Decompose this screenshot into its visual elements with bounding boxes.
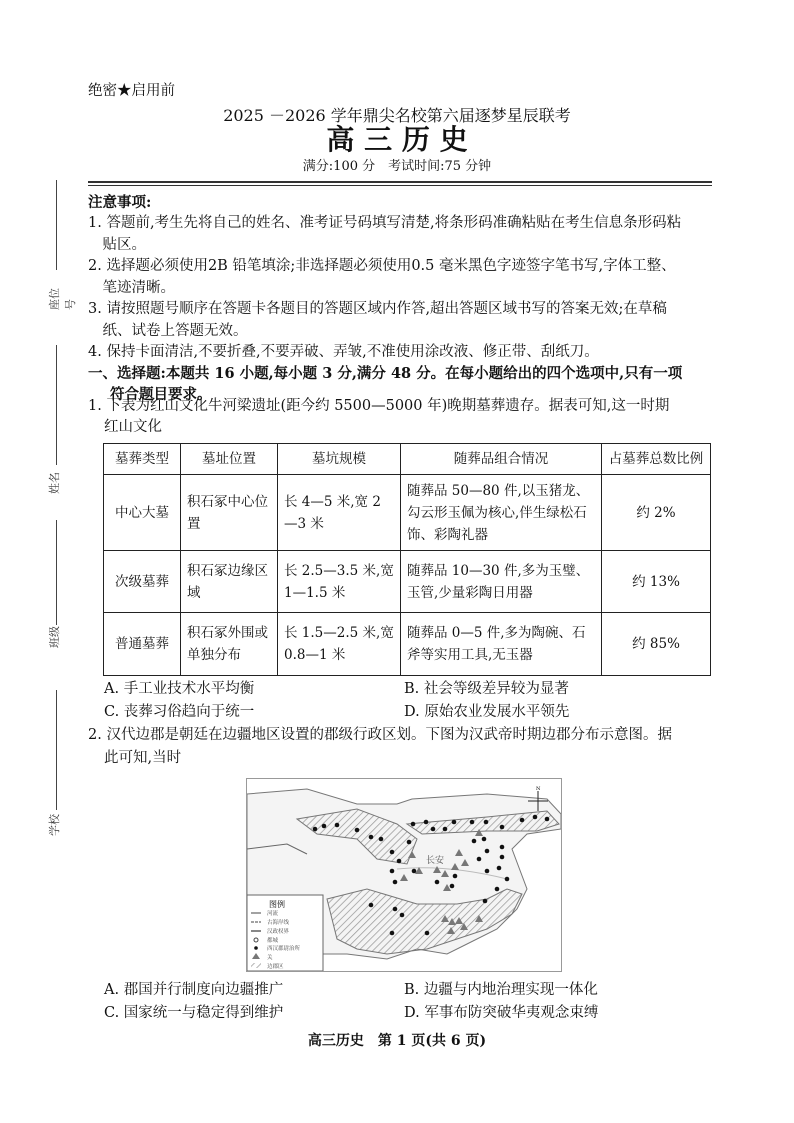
notice-item: 1. 答题前,考生先将自己的姓名、准考证号码填写清楚,将条形码准确粘贴在考生信息条形码粘: [88, 215, 682, 231]
svg-text:古海岸线: 古海岸线: [267, 920, 290, 926]
q1-option-a: A. 手工业技术水平均衡: [104, 681, 255, 697]
svg-text:关: 关: [267, 955, 273, 961]
q2-option-c: C. 国家统一与稳定得到维护: [104, 1005, 284, 1021]
table-row: 中心大墓 积石冢中心位置 长 4—5 米,宽 2—3 米 随葬品 50—80 件,以玉猪龙、勾云形玉佩为核心,伴生绿松石饰、彩陶礼器 约 2%: [104, 475, 711, 551]
svg-text:河流: 河流: [267, 911, 279, 917]
table-header: 占墓葬总数比例: [602, 444, 711, 475]
han-border-commandery-map: [246, 778, 562, 972]
capital-label: 长安: [426, 856, 445, 866]
svg-text:汉政权界: 汉政权界: [267, 929, 290, 935]
table-header: 随葬品组合情况: [401, 444, 602, 475]
section-heading-cont: 符合题目要求。: [110, 386, 212, 403]
burial-table: [103, 443, 711, 676]
notice-item: 4. 保持卡面清洁,不要折叠,不要弄破、弄皱,不准使用涂改液、修正带、刮纸刀。: [88, 344, 599, 360]
svg-text:边郡区: 边郡区: [267, 964, 284, 970]
exam-meta: 满分:100 分 考试时间:75 分钟: [302, 159, 492, 174]
exam-series-title: 2025 －2026 学年鼎尖名校第六届逐梦星辰联考: [223, 106, 571, 125]
svg-text:N: N: [536, 786, 541, 792]
q1-option-c: C. 丧葬习俗趋向于统一: [104, 704, 255, 720]
section-heading: 一、选择题:本题共 16 小题,每小题 3 分,满分 48 分。在每小题给出的四个选项中,只有一项: [88, 365, 683, 382]
notice-item: 笔迹清晰。: [88, 279, 175, 296]
table-row: 普通墓葬 积石冢外围或单独分布 长 1.5—2.5 米,宽 0.8—1 米 随葬品 0—5 件,多为陶碗、石斧等实用工具,无玉器 约 85%: [104, 613, 711, 676]
q2-option-a: A. 郡国并行制度向边疆推广: [104, 982, 284, 998]
table-header: 墓址位置: [181, 444, 278, 475]
name-label: 姓名: [48, 472, 61, 494]
notice-item: 贴区。: [88, 236, 146, 253]
q2-stem-cont: 此可知,当时: [104, 750, 182, 766]
q2-option-b: B. 边疆与内地治理实现一体化: [404, 982, 598, 998]
svg-text:西汉郡尉治所: 西汉郡尉治所: [267, 946, 301, 952]
table-header-row: [104, 444, 711, 475]
table-header: 墓坑规模: [278, 444, 401, 475]
q1-option-d: D. 原始农业发展水平领先: [404, 704, 570, 720]
secret-mark: 绝密★启用前: [88, 83, 175, 99]
divider: [88, 181, 712, 183]
notice-heading: 注意事项:: [88, 194, 152, 211]
svg-text:图例: 图例: [269, 900, 285, 909]
q1-option-b: B. 社会等级差异较为显著: [404, 681, 569, 697]
q2-stem: 2. 汉代边郡是朝廷在边疆地区设置的郡级行政区划。下图为汉武帝时期边郡分布示意图。据: [88, 727, 672, 743]
q1-stem-cont: 红山文化: [104, 419, 162, 435]
svg-text:都城: 都城: [267, 938, 279, 944]
q1-stem: 1. 下表为红山文化牛河梁遗址(距今约 5500—5000 年)晚期墓葬遗存。据表可知,这一时期: [88, 398, 670, 414]
notice-item: 3. 请按照题号顺序在答题卡各题目的答题区域内作答,超出答题区域书写的答案无效;在草稿: [88, 301, 667, 317]
map-graphic: [247, 779, 561, 971]
page-title: 高 三 历 史: [326, 123, 468, 156]
class-label: 班级: [48, 626, 61, 648]
page-footer: 高三历史 第 1 页(共 6 页): [307, 1033, 487, 1049]
table-row: 次级墓葬 积石冢边缘区域 长 2.5—3.5 米,宽 1—1.5 米 随葬品 10—30 件,多为玉璧、玉管,少量彩陶日用器 约 13%: [104, 551, 711, 613]
notice-item: 纸、试卷上答题无效。: [88, 322, 248, 339]
school-label: 学校: [48, 814, 61, 836]
notice-item: 2. 选择题必须使用2B 铅笔填涂;非选择题必须使用0.5 毫米黑色字迹签字笔书写,字体工整、: [88, 258, 676, 274]
notice-list: [88, 213, 681, 364]
seat-number-label: 座位号: [48, 288, 77, 310]
table-header: 墓葬类型: [104, 444, 181, 475]
q2-option-d: D. 军事布防突破华夷观念束缚: [404, 1005, 599, 1021]
